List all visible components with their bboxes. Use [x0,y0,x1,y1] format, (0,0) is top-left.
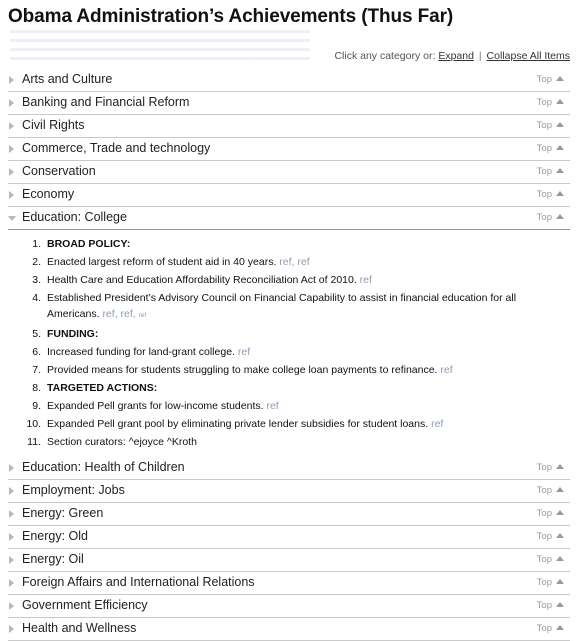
item-number: 6. [32,346,41,358]
list-item [8,362,570,378]
back-to-top-link[interactable] [537,120,564,131]
ref-link[interactable]: ref, [279,256,295,268]
collapsed-arrow-icon[interactable] [9,168,14,176]
ref-link[interactable]: ref [440,364,453,376]
top-label[interactable]: Top [536,120,552,131]
list-item [8,290,570,324]
top-label[interactable]: Top [536,485,552,496]
top-label[interactable]: Top [536,577,552,588]
ref-link-small[interactable]: ref [138,312,147,319]
up-arrow-icon[interactable] [556,191,564,196]
item-content [47,380,567,396]
category-label[interactable]: Energy: Oil [22,552,84,566]
up-arrow-icon[interactable] [556,556,564,561]
item-number: 10. [26,418,41,430]
back-to-top-link[interactable] [537,600,564,611]
category-row[interactable] [8,595,570,618]
top-label[interactable]: Top [536,554,552,565]
collapsed-arrow-icon[interactable] [9,122,14,130]
toolbar-separator: | [478,50,482,62]
up-arrow-icon[interactable] [556,602,564,607]
collapse-all-link[interactable]: Collapse All Items [486,50,570,62]
collapsed-arrow-icon[interactable] [9,625,14,633]
category-row[interactable] [8,138,570,161]
item-text: FUNDING: [47,328,99,340]
item-text: BROAD POLICY: [47,238,131,250]
category-label[interactable]: Education: College [22,210,127,224]
list-item [8,254,570,270]
collapsed-arrow-icon[interactable] [9,145,14,153]
back-to-top-link[interactable] [537,462,564,473]
faded-background-text [10,30,310,60]
item-number: 2. [32,256,41,268]
top-label[interactable]: Top [536,600,552,611]
item-content [47,236,567,252]
item-content [47,290,567,324]
up-arrow-icon[interactable] [556,76,564,81]
item-text: Expanded Pell grants for low-income students. [47,400,264,412]
item-text: Health Care and Education Affordability Reconciliation Act of 2010. [47,274,357,286]
category-label[interactable]: Government Efficiency [22,598,148,612]
item-text: Expanded Pell grant pool by eliminating private lender subsidies for student loans. [47,418,429,430]
item-number: 4. [32,292,41,304]
category-row[interactable] [8,207,570,230]
back-to-top-link[interactable] [537,189,564,200]
up-arrow-icon[interactable] [556,145,564,150]
collapsed-arrow-icon[interactable] [9,602,14,610]
list-item [8,416,570,432]
list-item [8,236,570,252]
category-label[interactable]: Civil Rights [22,118,85,132]
category-label[interactable]: Energy: Old [22,529,89,543]
expand-link[interactable]: Expand [438,50,474,62]
up-arrow-icon[interactable] [556,99,564,104]
category-label[interactable]: Economy [22,187,75,201]
back-to-top-link[interactable] [537,97,564,108]
list-item [8,380,570,396]
up-arrow-icon[interactable] [556,579,564,584]
achievement-list [8,230,570,457]
collapsed-arrow-icon[interactable] [9,533,14,541]
top-label[interactable]: Top [536,508,552,519]
ref-link[interactable]: ref [431,418,444,430]
top-label[interactable]: Top [536,212,552,223]
up-arrow-icon[interactable] [556,625,564,630]
category-row[interactable] [8,526,570,549]
ref-link[interactable]: ref [266,400,279,412]
item-number: 1. [32,238,41,250]
item-text: Section curators: ^ejoyce ^Kroth [47,436,197,448]
item-content [47,362,567,378]
back-to-top-link[interactable] [537,577,564,588]
up-arrow-icon[interactable] [556,487,564,492]
ref-link[interactable]: ref [237,346,251,358]
category-row[interactable] [8,480,570,503]
item-text: Provided means for students struggling to make college loan payments to refinance. [47,364,438,376]
category-row[interactable] [8,69,570,92]
back-to-top-link[interactable] [537,531,564,542]
item-content [47,272,567,288]
item-text: Established President’s Advisory Council on Financial Capability to assist in financial education for all Americans. [47,292,517,320]
back-to-top-link[interactable] [537,74,564,85]
back-to-top-link[interactable] [537,143,564,154]
up-arrow-icon[interactable] [556,214,564,219]
top-label[interactable]: Top [536,623,552,634]
item-text: Enacted largest reform of student aid in 40 years. [47,256,277,268]
category-label[interactable]: Banking and Financial Reform [22,95,190,109]
ref-link[interactable]: ref [359,274,372,286]
collapsed-arrow-icon[interactable] [9,579,14,587]
collapsed-arrow-icon[interactable] [9,99,14,107]
expanded-arrow-icon[interactable] [8,216,16,221]
category-label[interactable]: Energy: Green [22,506,104,520]
category-row[interactable] [8,115,570,138]
top-label[interactable]: Top [536,462,552,473]
category-label[interactable]: Employment: Jobs [22,483,125,497]
category-label[interactable]: Education: Health of Children [22,460,185,474]
item-number: 7. [32,364,41,376]
category-row[interactable] [8,457,570,480]
item-number: 11. [27,436,41,448]
category-row[interactable] [8,92,570,115]
up-arrow-icon[interactable] [556,510,564,515]
up-arrow-icon[interactable] [556,464,564,469]
top-label[interactable]: Top [536,166,552,177]
item-content [47,254,567,270]
back-to-top-link[interactable] [537,554,564,565]
toolbar-prompt: Click any category or: [334,50,436,62]
back-to-top-link[interactable] [537,508,564,519]
category-row[interactable] [8,161,570,184]
item-number: 3. [32,274,41,286]
item-content [47,326,567,342]
category-label[interactable]: Commerce, Trade and technology [22,141,211,155]
item-number: 8. [32,382,41,394]
item-content [47,398,567,414]
list-item [8,272,570,288]
collapsed-arrow-icon[interactable] [9,510,14,518]
back-to-top-link[interactable] [537,623,564,634]
collapsed-arrow-icon[interactable] [9,464,14,472]
list-item [8,344,570,360]
list-item [8,434,570,450]
top-label[interactable]: Top [536,531,552,542]
collapsed-arrow-icon[interactable] [9,556,14,564]
item-content [47,434,567,450]
expand-collapse-toolbar [334,50,570,62]
back-to-top-link[interactable] [537,212,564,223]
list-item [8,326,570,342]
top-label[interactable]: Top [536,74,552,85]
item-number: 9. [32,400,41,412]
item-text: TARGETED ACTIONS: [47,382,158,394]
category-label[interactable]: Health and Wellness [22,621,137,635]
category-label[interactable]: Conservation [22,164,96,178]
up-arrow-icon[interactable] [556,168,564,173]
top-label[interactable]: Top [536,97,552,108]
back-to-top-link[interactable] [537,166,564,177]
top-label[interactable]: Top [536,143,552,154]
up-arrow-icon[interactable] [556,533,564,538]
category-label[interactable]: Arts and Culture [22,72,113,86]
category-row[interactable] [8,503,570,526]
category-row[interactable] [8,618,570,641]
page-title: Obama Administration’s Achievements (Thus Far) [8,6,454,27]
ref-link[interactable]: ref [297,256,310,268]
back-to-top-link[interactable] [537,485,564,496]
ref-link[interactable]: ref, [102,308,118,320]
collapsed-arrow-icon[interactable] [9,76,14,84]
category-row[interactable] [8,184,570,207]
category-list [8,69,570,641]
item-text: Increased funding for land-grant college. [47,346,235,358]
ref-link[interactable]: ref, [120,308,136,320]
item-content [47,344,567,360]
up-arrow-icon[interactable] [556,122,564,127]
item-number: 5. [32,328,41,340]
collapsed-arrow-icon[interactable] [9,487,14,495]
item-content [47,416,567,432]
category-label[interactable]: Foreign Affairs and International Relations [22,575,255,589]
category-row[interactable] [8,549,570,572]
top-label[interactable]: Top [536,189,552,200]
category-row[interactable] [8,572,570,595]
list-item [8,398,570,414]
collapsed-arrow-icon[interactable] [9,191,14,199]
